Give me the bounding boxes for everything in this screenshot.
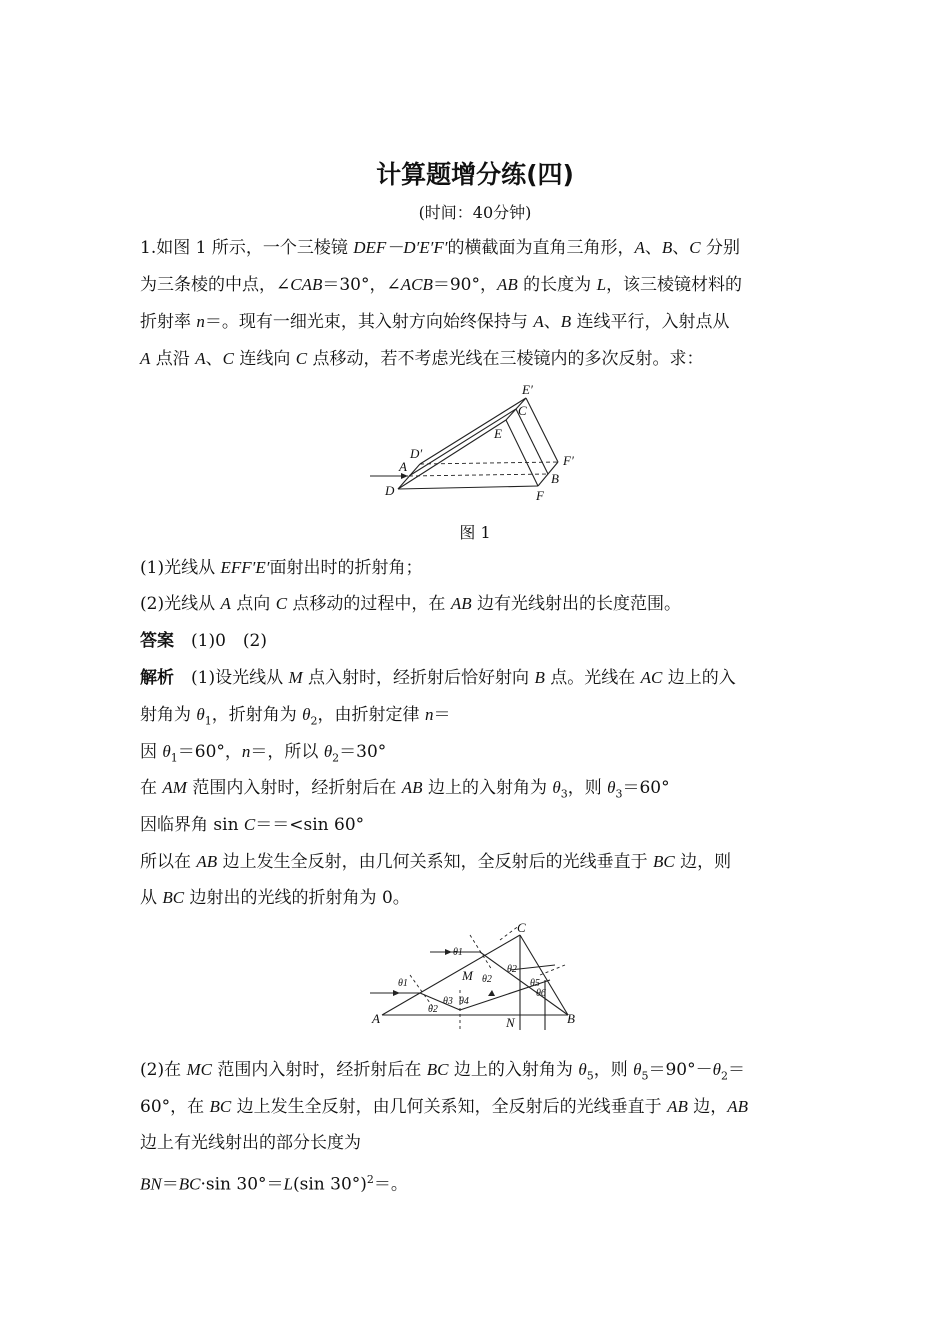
label-theta2-b: θ2 <box>482 974 492 985</box>
analysis2-line-4: BN＝BC·sin 30°＝L(sin 30°)$^2$＝。 <box>140 1173 408 1195</box>
page-title: 计算题增分练(四) <box>376 160 574 189</box>
label-C: C <box>518 403 527 418</box>
analysis-line-4: 在 AM 范围内入射时，经折射后在 AB 边上的入射角为 $\theta_3$，则 $\theta_3=60^\circ$ <box>140 778 670 801</box>
ray-diagram <box>370 920 585 1035</box>
label-theta5: θ5 <box>530 978 540 989</box>
label-theta6: θ6 <box>536 988 546 999</box>
analysis-label: 解析 <box>140 668 174 688</box>
analysis2-line-3: 边上有光线射出的部分长度为 <box>140 1133 361 1153</box>
label-F: F <box>536 488 544 503</box>
label-N: N <box>506 1015 515 1030</box>
prism-figure <box>370 382 590 507</box>
label-C: C <box>517 920 526 935</box>
label-D-prime: D′ <box>410 446 423 461</box>
label-D: D <box>385 483 395 498</box>
analysis-line-5: 因临界角 sin C＝＝<sin 60° <box>140 815 365 835</box>
question-2: (2)光线从 A 点向 C 点移动的过程中，在 AB 边有光线射出的长度范围。 <box>140 594 682 614</box>
analysis-line-3: 因 $\theta_1=60^\circ$，n＝，所以 $\theta_2=30^\circ$ <box>140 742 387 765</box>
label-theta2-a: θ2 <box>428 1004 438 1015</box>
label-A: A <box>399 459 407 474</box>
figure1-caption: 图 1 <box>459 523 491 542</box>
analysis-line-1: 解析 (1)设光线从 M 点入射时，经折射后恰好射向 B 点。光线在 AC 边上的入 <box>140 668 736 688</box>
question-1: (1)光线从 EFF′E′面射出时的折射角； <box>140 558 423 578</box>
label-A: A <box>372 1011 380 1026</box>
analysis-line-6: 所以在 AB 边上发生全反射，由几何关系知，全反射后的光线垂直于 BC 边，则 <box>140 852 732 872</box>
label-theta1-b: θ1 <box>453 947 463 958</box>
answer-line: 答案 (1)0 (2) <box>140 631 267 651</box>
answer-label: 答案 <box>140 631 174 651</box>
label-B: B <box>551 471 559 486</box>
problem-line-1: 1.如图 1 所示，一个三棱镜 DEF－D′E′F′的横截面为直角三角形，A、B、C 分别 <box>140 238 741 258</box>
label-M: M <box>462 968 473 983</box>
label-F-prime: F′ <box>563 453 574 468</box>
problem-line-3: 折射率 n＝。现有一细光束，其入射方向始终保持与 A、B 连线平行，入射点从 <box>140 312 730 332</box>
analysis2-line-2: 60°，在 BC 边上发生全反射，由几何关系知，全反射后的光线垂直于 AB 边，AB <box>140 1097 749 1117</box>
label-theta2-c: θ2 <box>507 964 517 975</box>
label-theta1-a: θ1 <box>398 978 408 989</box>
analysis-line-7: 从 BC 边射出的光线的折射角为 0。 <box>140 888 410 908</box>
analysis2-line-1: (2)在 MC 范围内入射时，经折射后在 BC 边上的入射角为 $\theta_5$，则 $\theta_5=90^\circ-\theta_2=$ <box>140 1060 745 1083</box>
label-E-prime: E′ <box>522 382 533 397</box>
problem-line-4: A 点沿 A、C 连线向 C 点移动，若不考虑光线在三棱镜内的多次反射。求： <box>140 349 704 369</box>
label-theta3: θ3 <box>443 996 453 1007</box>
label-theta4: θ4 <box>459 996 469 1007</box>
problem-line-2: 为三条棱的中点，∠CAB＝30°，∠ACB＝90°，AB 的长度为 L，该三棱镜材料的 <box>140 275 743 295</box>
time-limit: (时间：40分钟) <box>418 203 532 222</box>
label-E: E <box>494 426 502 441</box>
analysis-line-2: 射角为 $\theta_1$，折射角为 $\theta_2$，由折射定律 n＝ <box>140 705 451 728</box>
label-B: B <box>567 1011 575 1026</box>
